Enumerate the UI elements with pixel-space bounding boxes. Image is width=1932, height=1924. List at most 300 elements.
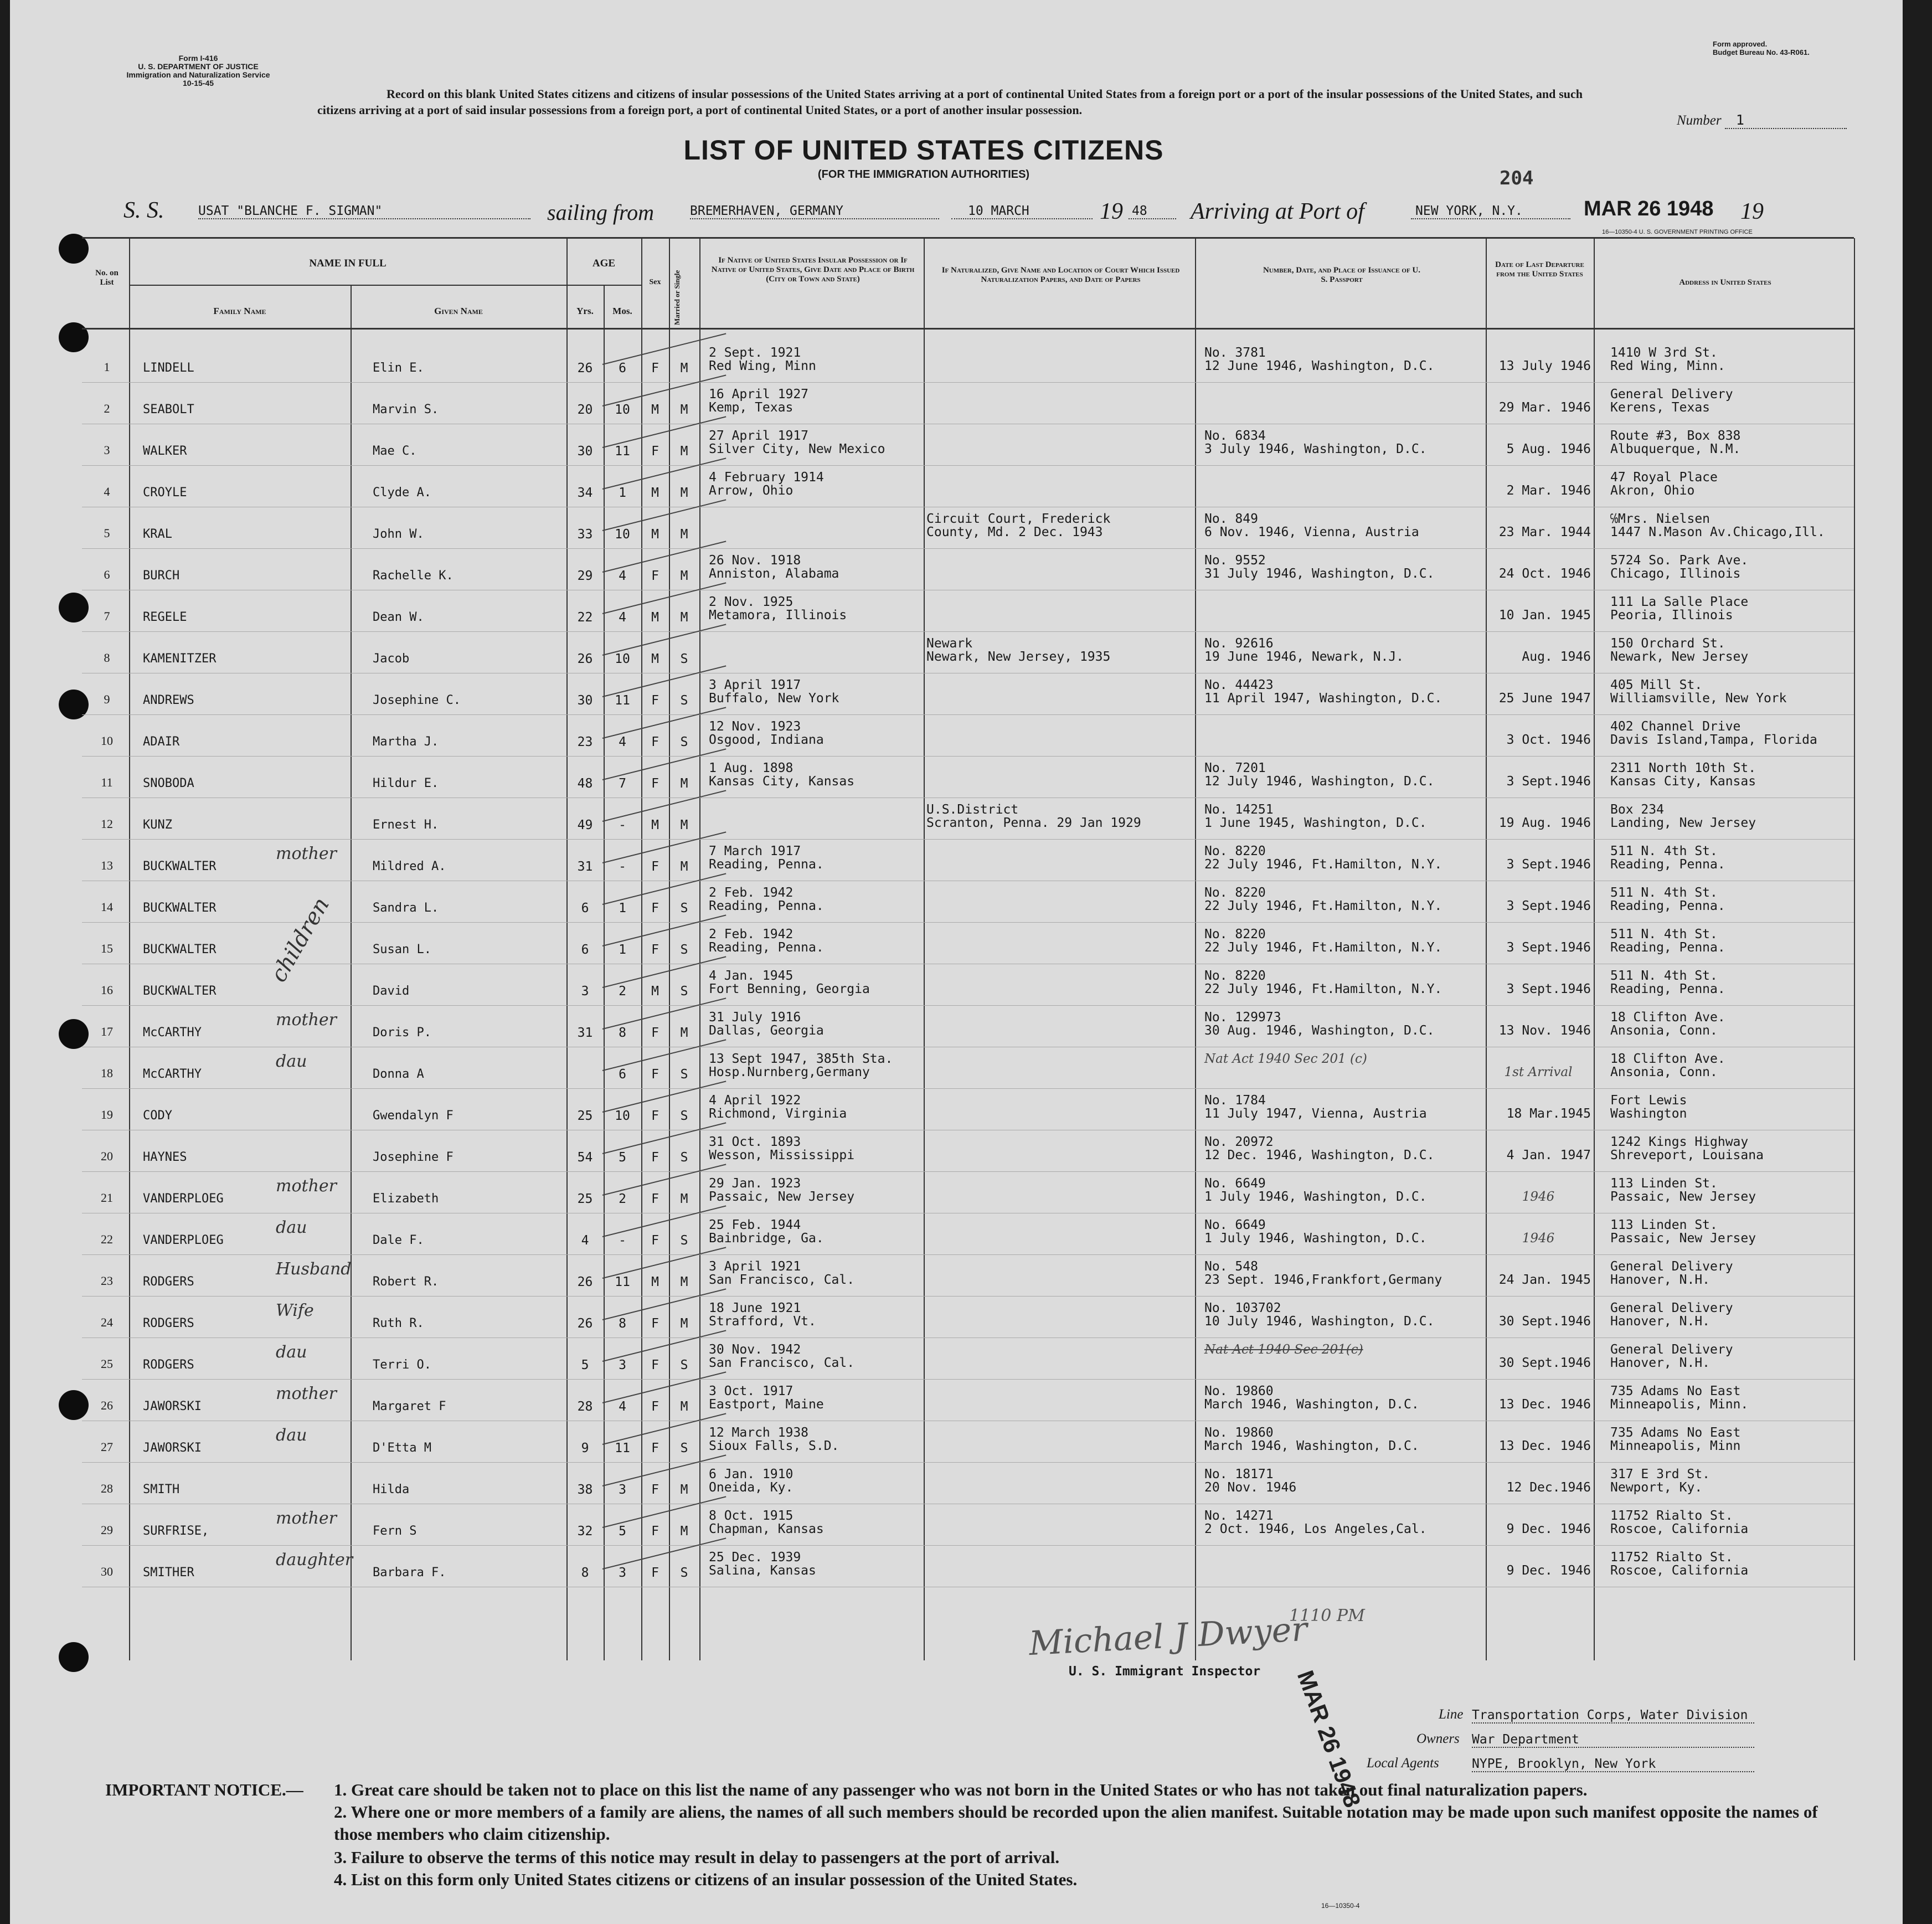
passport-number: No. 44423 <box>1204 678 1274 692</box>
passport-number: No. 19860 <box>1204 1426 1274 1440</box>
birth-date: 3 Oct. 1917 <box>709 1384 794 1398</box>
address-line1: ℅Mrs. Nielsen <box>1610 512 1711 526</box>
col-header-naturalized: If Naturalized, Give Name and Location of Court Which Issued Naturalization Papers, and Date of Papers <box>941 266 1180 284</box>
sex: F <box>651 444 659 459</box>
name-header-divider <box>129 285 566 286</box>
age-years: 6 <box>581 901 589 915</box>
printing-note: 16—10350-4 U. S. GOVERNMENT PRINTING OFFICE <box>1602 229 1753 235</box>
birth-date: 13 Sept 1947, 385th Sta. <box>709 1052 893 1066</box>
relation-note: dau <box>276 1052 307 1071</box>
row-rule <box>82 922 1854 923</box>
address-line2: Red Wing, Minn. <box>1610 359 1725 373</box>
age-months: 11 <box>615 693 630 708</box>
last-departure: 3 Sept.1946 <box>1506 899 1591 913</box>
given-name: Elizabeth <box>373 1192 439 1206</box>
last-departure: 30 Sept.1946 <box>1498 1356 1591 1370</box>
sex: F <box>651 1358 659 1372</box>
birth-place: Buffalo, New York <box>709 691 839 706</box>
birth-place: Kansas City, Kansas <box>709 774 855 789</box>
check-mark <box>602 873 727 905</box>
birth-date: 8 Oct. 1915 <box>709 1509 794 1523</box>
sex: M <box>651 403 659 417</box>
row-rule <box>82 1254 1854 1255</box>
address-line1: 511 N. 4th St. <box>1610 844 1718 858</box>
age-months: 8 <box>619 1026 626 1040</box>
age-months: 10 <box>615 652 630 666</box>
sex: M <box>651 527 659 542</box>
row-number: 2 <box>104 402 110 415</box>
passport-issue: 22 July 1946, Ft.Hamilton, N.Y. <box>1204 982 1442 996</box>
marital-status: M <box>680 1400 688 1414</box>
last-departure: 4 Jan. 1947 <box>1506 1148 1591 1162</box>
age-months: - <box>619 818 626 832</box>
marital-status: M <box>680 860 688 874</box>
passport-issue: 12 Dec. 1946, Washington, D.C. <box>1204 1148 1435 1162</box>
passport-issue: March 1946, Washington, D.C. <box>1204 1439 1419 1453</box>
address-line1: General Delivery <box>1610 1259 1733 1274</box>
address-line1: 405 Mill St. <box>1610 678 1703 692</box>
address-line1: General Delivery <box>1610 1301 1733 1315</box>
check-mark <box>602 914 727 946</box>
row-rule <box>82 1088 1854 1089</box>
address-line1: 18 Clifton Ave. <box>1610 1052 1725 1066</box>
address-line1: General Delivery <box>1610 387 1733 402</box>
row-number: 21 <box>101 1191 113 1205</box>
last-departure: 3 Sept.1946 <box>1506 857 1591 872</box>
birth-date: 25 Feb. 1944 <box>709 1218 801 1232</box>
passport-number: No. 103702 <box>1204 1301 1281 1315</box>
address-line2: Reading, Penna. <box>1610 899 1725 913</box>
check-mark <box>602 1537 727 1570</box>
row-rule <box>82 465 1854 466</box>
birth-date: 26 Nov. 1918 <box>709 553 801 568</box>
row-rule <box>82 1379 1854 1380</box>
arriving-label: Arriving at Port of <box>1191 199 1364 224</box>
marital-status: M <box>680 486 688 500</box>
birth-place: Anniston, Alabama <box>709 567 839 581</box>
birth-place: Wesson, Mississippi <box>709 1148 855 1162</box>
given-name: Hilda <box>373 1483 410 1496</box>
passport-issue: 6 Nov. 1946, Vienna, Austria <box>1204 525 1419 539</box>
sex: M <box>651 610 659 625</box>
passport-number: Nat Act 1940 Sec 201(c) <box>1204 1342 1363 1357</box>
birth-place: Richmond, Virginia <box>709 1107 847 1121</box>
marital-status: S <box>680 652 688 666</box>
relation-note: Husband <box>276 1259 352 1279</box>
row-number: 26 <box>101 1398 113 1412</box>
col-header-given: Given Name <box>434 306 483 316</box>
check-mark <box>602 1247 727 1279</box>
marital-status: M <box>680 1275 688 1289</box>
row-number: 13 <box>101 858 113 872</box>
address-line2: Albuquerque, N.M. <box>1610 442 1741 456</box>
given-name: Dale F. <box>373 1233 424 1247</box>
family-name: CODY <box>143 1109 172 1123</box>
passport-issue: 2 Oct. 1946, Los Angeles,Cal. <box>1204 1522 1427 1536</box>
birth-place: Arrow, Ohio <box>709 483 794 498</box>
row-number: 29 <box>101 1523 113 1537</box>
age-years: 5 <box>581 1358 589 1372</box>
passport-number: No. 6649 <box>1204 1176 1266 1191</box>
address-line1: 5724 So. Park Ave. <box>1610 553 1749 568</box>
address-line2: Landing, New Jersey <box>1610 816 1756 830</box>
family-name: BURCH <box>143 569 180 583</box>
form-id-line: Immigration and Naturalization Service <box>126 70 270 79</box>
last-departure: 13 Nov. 1946 <box>1498 1023 1591 1038</box>
address-line2: Minneapolis, Minn. <box>1610 1397 1749 1412</box>
passport-number: No. 7201 <box>1204 761 1266 775</box>
age-years: 20 <box>577 403 593 417</box>
sex: F <box>651 1026 659 1040</box>
stamp-number: 204 <box>1500 167 1534 189</box>
check-mark <box>602 1330 727 1362</box>
given-name: Margaret F <box>373 1400 446 1413</box>
given-name: Dean W. <box>373 610 424 624</box>
naturalization-detail: Scranton, Penna. 29 Jan 1929 <box>926 816 1141 830</box>
relation-note: mother <box>276 1010 337 1030</box>
row-number: 10 <box>101 734 113 748</box>
row-number: 27 <box>101 1440 113 1454</box>
row-rule <box>82 839 1854 840</box>
line-value: Transportation Corps, Water Division <box>1472 1708 1754 1724</box>
notice-item: 1. Great care should be taken not to place on this list the name of any passenger who was not born in the United States or who has not taken out final naturalization papers. <box>334 1780 1588 1799</box>
row-number: 25 <box>101 1357 113 1371</box>
col-divider <box>699 238 700 1660</box>
age-years: 54 <box>577 1150 593 1165</box>
sex: F <box>651 901 659 915</box>
check-mark <box>602 457 727 490</box>
marital-status: S <box>680 943 688 957</box>
family-name: RODGERS <box>143 1275 194 1289</box>
sex: F <box>651 1067 659 1082</box>
birth-place: Strafford, Vt. <box>709 1314 816 1329</box>
row-rule <box>82 382 1854 383</box>
given-name: Robert R. <box>373 1275 439 1289</box>
row-number: 9 <box>104 692 110 706</box>
address-line2: Passaic, New Jersey <box>1610 1190 1756 1204</box>
row-number: 18 <box>101 1066 113 1080</box>
given-name: David <box>373 984 410 998</box>
agents-label: Local Agents <box>1367 1756 1439 1771</box>
col-header-married: Married or Single <box>673 270 681 325</box>
passport-issue: 11 July 1947, Vienna, Austria <box>1204 1107 1427 1121</box>
manifest-sheet <box>10 0 1903 1924</box>
passport-number: No. 6834 <box>1204 429 1266 443</box>
marital-status: M <box>680 444 688 459</box>
sailing-year: 48 <box>1129 204 1176 219</box>
birth-place: Dallas, Georgia <box>709 1023 824 1038</box>
family-name: KAMENITZER <box>143 652 217 666</box>
family-name: JAWORSKI <box>143 1400 202 1413</box>
naturalization-court: Circuit Court, Frederick <box>926 512 1111 526</box>
age-years: 26 <box>577 652 593 666</box>
sailing-date: 10 MARCH <box>951 204 1093 219</box>
given-name: Josephine C. <box>373 693 461 707</box>
address-line1: 2311 North 10th St. <box>1610 761 1756 775</box>
address-line1: General Delivery <box>1610 1342 1733 1357</box>
address-line1: 511 N. 4th St. <box>1610 886 1718 900</box>
passport-number: No. 8220 <box>1204 844 1266 858</box>
marital-status: S <box>680 1109 688 1123</box>
row-number: 1 <box>104 360 110 374</box>
age-months: 7 <box>619 776 626 791</box>
passport-number: No. 18171 <box>1204 1467 1274 1481</box>
table-header-bottom <box>82 328 1854 330</box>
age-months: - <box>619 860 626 874</box>
address-line2: Peoria, Illinois <box>1610 608 1733 623</box>
passport-number: No. 20972 <box>1204 1135 1274 1149</box>
passport-number: No. 92616 <box>1204 636 1274 651</box>
inspector-stamp: MAR 26 1948 <box>1292 1667 1366 1811</box>
age-months: 10 <box>615 1109 630 1123</box>
birth-date: 2 Nov. 1925 <box>709 595 794 609</box>
passport-number: No. 14251 <box>1204 802 1274 817</box>
address-line2: Williamsville, New York <box>1610 691 1787 706</box>
address-line2: Reading, Penna. <box>1610 940 1725 955</box>
arrival-port: NEW YORK, N.Y. <box>1411 204 1570 219</box>
marital-status: M <box>680 1524 688 1539</box>
line-label: Line <box>1439 1707 1464 1722</box>
birth-place: Bainbridge, Ga. <box>709 1231 824 1246</box>
age-years: 32 <box>577 1524 593 1539</box>
birth-date: 2 Feb. 1942 <box>709 927 794 942</box>
row-number: 14 <box>101 900 113 914</box>
last-departure: 30 Sept.1946 <box>1498 1314 1591 1329</box>
age-years: 48 <box>577 776 593 791</box>
address-line1: Fort Lewis <box>1610 1093 1687 1108</box>
family-name: ADAIR <box>143 735 180 749</box>
passport-number: No. 1784 <box>1204 1093 1266 1108</box>
check-mark <box>602 541 727 573</box>
age-months: 5 <box>619 1524 626 1539</box>
notice-item: 3. Failure to observe the terms of this notice may result in delay to passengers at the port of arrival. <box>334 1848 1060 1867</box>
col-divider <box>1195 238 1196 1660</box>
sex: F <box>651 1316 659 1331</box>
address-line2: Ansonia, Conn. <box>1610 1065 1718 1079</box>
age-years: 25 <box>577 1192 593 1206</box>
check-mark <box>602 1205 727 1237</box>
check-mark <box>602 333 727 365</box>
sex: F <box>651 1150 659 1165</box>
birth-date: 27 April 1917 <box>709 429 809 443</box>
birth-date: 1 Aug. 1898 <box>709 761 794 775</box>
check-mark <box>602 707 727 739</box>
address-line1: 1242 Kings Highway <box>1610 1135 1749 1149</box>
last-departure: 9 Dec. 1946 <box>1506 1563 1591 1578</box>
last-departure: 2 Mar. 1946 <box>1506 483 1591 498</box>
birth-date: 25 Dec. 1939 <box>709 1550 801 1565</box>
notice-heading: IMPORTANT NOTICE.— <box>105 1780 303 1799</box>
birth-date: 7 March 1917 <box>709 844 801 858</box>
punch-hole <box>59 322 89 352</box>
check-mark <box>602 1081 727 1113</box>
birth-date: 12 Nov. 1923 <box>709 719 801 734</box>
given-name: Ruth R. <box>373 1316 424 1330</box>
sex: M <box>651 1275 659 1289</box>
last-departure: 3 Sept.1946 <box>1506 940 1591 955</box>
address-line2: Kerens, Texas <box>1610 400 1711 415</box>
address-line2: Shreveport, Louisana <box>1610 1148 1764 1162</box>
form-approved-line: Form approved. <box>1713 40 1768 48</box>
passport-issue: 22 July 1946, Ft.Hamilton, N.Y. <box>1204 940 1442 955</box>
instructions-text: Record on this blank United States citizens and citizens of insular possessions of the United States arriving at a port of continental United States from a foreign port or a port of the insular possessions of the United States, and such citizens arriving at a port of said insular possessions from a foreign port, a port of continental United States, or a port of another insular possession. <box>317 87 1583 117</box>
punch-hole <box>59 593 89 623</box>
marital-status: M <box>680 1316 688 1331</box>
age-years: 30 <box>577 444 593 459</box>
last-departure: 18 Mar.1945 <box>1506 1107 1591 1121</box>
age-years: 29 <box>577 569 593 583</box>
marital-status: M <box>680 403 688 417</box>
row-number: 15 <box>101 942 113 955</box>
given-name: Clyde A. <box>373 486 431 500</box>
marital-status: S <box>680 984 688 999</box>
check-mark <box>602 1371 727 1403</box>
address-line1: 113 Linden St. <box>1610 1218 1718 1232</box>
last-departure: 1st Arrival <box>1504 1065 1573 1079</box>
relation-note: mother <box>276 844 337 863</box>
marital-status: S <box>680 901 688 915</box>
last-departure: 3 Sept.1946 <box>1506 774 1591 789</box>
sailing-from-port: BREMERHAVEN, GERMANY <box>690 204 939 219</box>
passport-issue: 20 Nov. 1946 <box>1204 1480 1297 1495</box>
col-header-sex: Sex <box>649 278 661 286</box>
punch-hole <box>59 1642 89 1672</box>
row-number: 22 <box>101 1232 113 1246</box>
row-number: 30 <box>101 1565 113 1578</box>
col-header-passport: Number, Date, and Place of Issuance of U. S. Passport <box>1263 266 1421 284</box>
birth-date: 4 Jan. 1945 <box>709 969 794 983</box>
age-months: 10 <box>615 527 630 542</box>
family-name: McCARTHY <box>143 1067 202 1081</box>
check-mark <box>602 416 727 448</box>
row-number: 12 <box>101 817 113 831</box>
relation-note: dau <box>276 1342 307 1362</box>
last-departure: 13 Dec. 1946 <box>1498 1397 1591 1412</box>
age-months: 1 <box>619 486 626 500</box>
age-years: 6 <box>581 943 589 957</box>
marital-status: M <box>680 1483 688 1497</box>
sex: F <box>651 1441 659 1455</box>
address-line1: 11752 Rialto St. <box>1610 1550 1733 1565</box>
page-subtitle: (FOR THE IMMIGRATION AUTHORITIES) <box>817 168 1030 181</box>
relation-note: dau <box>276 1426 307 1445</box>
notice-heading-text: IMPORTANT NOTICE. <box>105 1780 286 1799</box>
age-years: 3 <box>581 984 589 999</box>
age-years: 33 <box>577 527 593 542</box>
last-departure: 24 Jan. 1945 <box>1498 1273 1591 1287</box>
col-header-birth: If Native of United States Insular Possession or If Native of United States, Give Date and Place of Birth (City or Town and State) <box>711 256 915 284</box>
age-months: 4 <box>619 1400 626 1414</box>
age-years: 26 <box>577 361 593 375</box>
family-name: RODGERS <box>143 1316 194 1330</box>
family-name: SURFRISE, <box>143 1524 209 1538</box>
relation-note: mother <box>276 1384 337 1403</box>
birth-date: 3 April 1921 <box>709 1259 801 1274</box>
address-line1: 511 N. 4th St. <box>1610 927 1718 942</box>
birth-date: 29 Jan. 1923 <box>709 1176 801 1191</box>
check-mark <box>602 1039 727 1071</box>
row-number: 7 <box>104 609 110 623</box>
age-months: 3 <box>619 1483 626 1497</box>
family-name: HAYNES <box>143 1150 187 1164</box>
address-line2: Newark, New Jersey <box>1610 650 1749 664</box>
form-id-line: Form I-416 <box>178 54 218 63</box>
form-approved-line: Budget Bureau No. 43-R061. <box>1713 48 1810 56</box>
check-mark <box>602 1496 727 1528</box>
col-divider <box>1594 238 1595 1660</box>
form-id-line: 10-15-45 <box>182 79 214 88</box>
age-months: 5 <box>619 1150 626 1165</box>
last-departure: 24 Oct. 1946 <box>1498 567 1591 581</box>
family-name: ANDREWS <box>143 693 194 707</box>
last-departure: 3 Oct. 1946 <box>1506 733 1591 747</box>
birth-place: Reading, Penna. <box>709 940 824 955</box>
table-top-border <box>82 237 1854 239</box>
col-header-address: Address in United States <box>1679 278 1771 287</box>
check-mark <box>602 748 727 780</box>
family-name: BUCKWALTER <box>143 943 217 956</box>
form-approved <box>1713 40 1868 56</box>
sex: F <box>651 1192 659 1206</box>
marital-status: M <box>680 776 688 791</box>
address-line1: Box 234 <box>1610 802 1664 817</box>
age-months: 3 <box>619 1566 626 1580</box>
row-number: 20 <box>101 1149 113 1163</box>
birth-place: Oneida, Ky. <box>709 1480 794 1495</box>
last-departure: 9 Dec. 1946 <box>1506 1522 1591 1536</box>
family-name: VANDERPLOEG <box>143 1192 224 1206</box>
agents-value: NYPE, Brooklyn, New York <box>1472 1757 1754 1772</box>
birth-date: 4 April 1922 <box>709 1093 801 1108</box>
given-name: Donna A <box>373 1067 424 1081</box>
marital-status: S <box>680 1150 688 1165</box>
birth-date: 16 April 1927 <box>709 387 809 402</box>
sex: F <box>651 1233 659 1248</box>
passport-number: No. 8220 <box>1204 886 1266 900</box>
row-rule <box>82 1005 1854 1006</box>
address-line1: 11752 Rialto St. <box>1610 1509 1733 1523</box>
birth-date: 30 Nov. 1942 <box>709 1342 801 1357</box>
family-name: LINDELL <box>143 361 194 375</box>
sex: M <box>651 486 659 500</box>
check-mark <box>602 790 727 822</box>
age-years: 30 <box>577 693 593 708</box>
passport-number: No. 6649 <box>1204 1218 1266 1232</box>
marital-status: S <box>680 1233 688 1248</box>
address-line1: 150 Orchard St. <box>1610 636 1725 651</box>
family-name: McCARTHY <box>143 1026 202 1040</box>
marital-status: M <box>680 818 688 832</box>
marital-status: S <box>680 1566 688 1580</box>
given-name: Barbara F. <box>373 1566 446 1580</box>
number-field <box>1677 112 1854 129</box>
passport-issue: 22 July 1946, Ft.Hamilton, N.Y. <box>1204 899 1442 913</box>
col-header-no: No. on List <box>95 269 119 287</box>
family-name: SMITHER <box>143 1566 194 1580</box>
passport-number: No. 14271 <box>1204 1509 1274 1523</box>
inspector-time-note: 1110 PM <box>1289 1606 1365 1625</box>
marital-status: M <box>680 610 688 625</box>
check-mark <box>602 499 727 531</box>
row-rule <box>82 1337 1854 1338</box>
row-rule <box>82 548 1854 549</box>
address-line1: 18 Clifton Ave. <box>1610 1010 1725 1025</box>
sex: F <box>651 943 659 957</box>
col-divider <box>924 238 925 1660</box>
check-mark <box>602 831 727 863</box>
naturalization-court: Newark <box>926 636 973 651</box>
birth-place: San Francisco, Cal. <box>709 1356 855 1370</box>
